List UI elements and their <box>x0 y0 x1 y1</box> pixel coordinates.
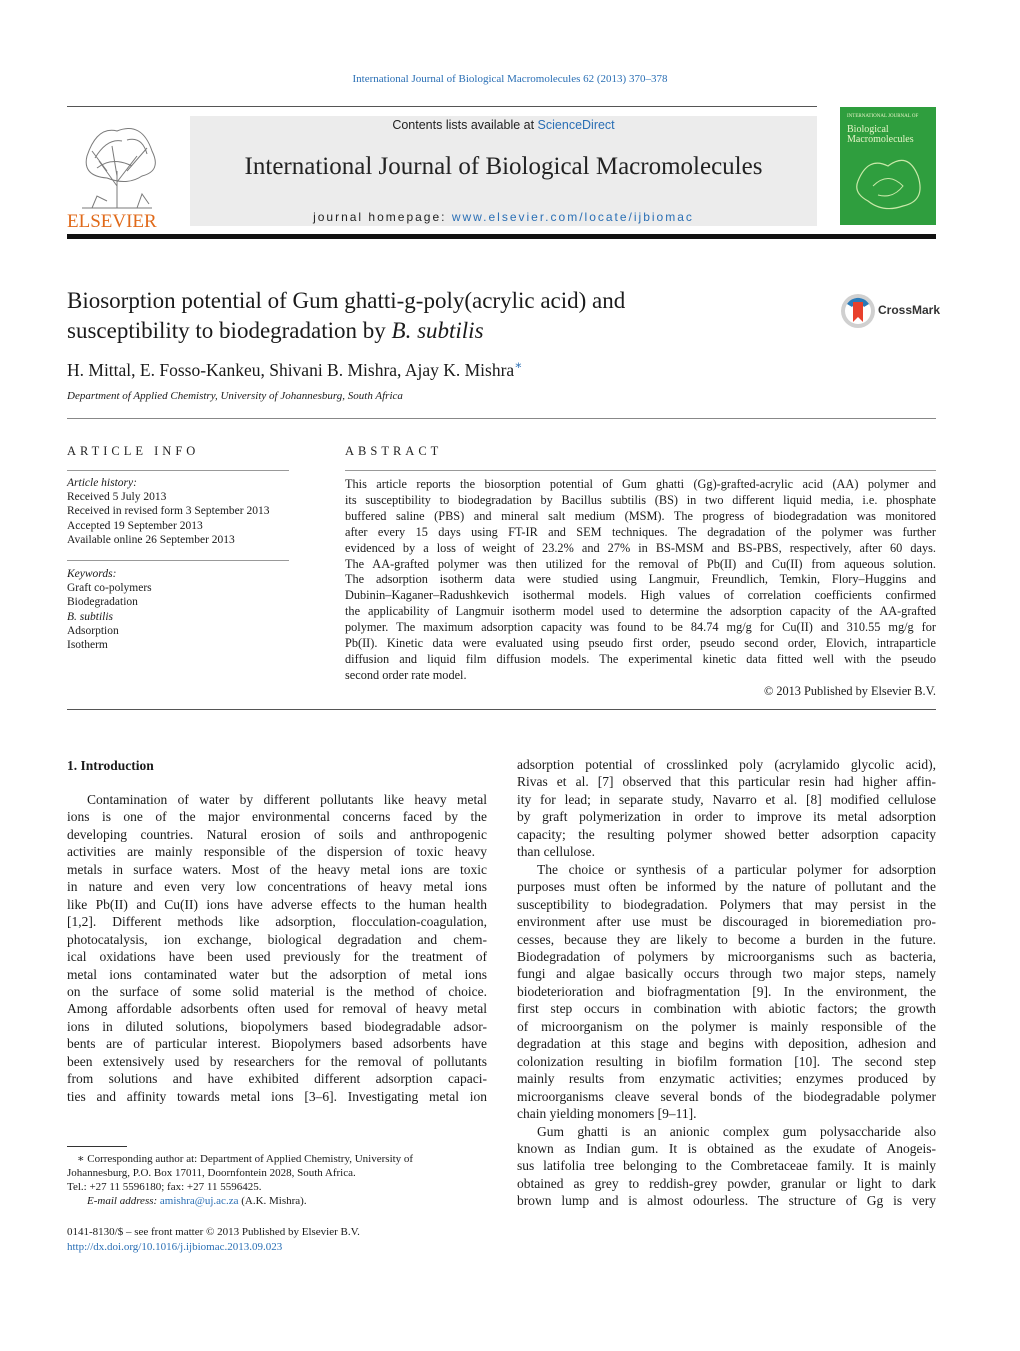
abstract-line: second order rate model. <box>345 667 467 682</box>
author-list: H. Mittal, E. Fosso-Kankeu, Shivani B. Mishra, Ajay K. Mishra∗ <box>67 358 523 380</box>
body-line: developing countries. Natural erosion of soils and anthropogenic <box>67 826 487 842</box>
abstract-line: the applicability of Langmuir isotherm model used to determine the adsorption capacity of the AA-grafted <box>345 604 936 619</box>
divider <box>67 418 936 419</box>
body-line: from solutions and have exhibited different adsorption capaci- <box>67 1071 487 1087</box>
issn-line: 0141-8130/$ – see front matter © 2013 Published by Elsevier B.V. <box>67 1226 360 1238</box>
keyword: Isotherm <box>67 639 108 652</box>
abstract-line: Dubinin–Kaganer–Radushkevich isothermal models. High values of correlation coefficients confirmed <box>345 588 936 603</box>
body-line: The choice or synthesis of a particular polymer for adsorption <box>537 861 936 877</box>
history-item: Received 5 July 2013 <box>67 491 167 504</box>
body-line: Among affordable adsorbents often used for removal of heavy metal <box>67 1001 487 1017</box>
abstract-line: after every 15 days using FT-IR and SEM techniques. The degradation of the polymer was further <box>345 524 936 539</box>
abstract-line: evidenced by a loss of weight of 23.2% and 27% in BS-MSM and BS-PBS, respectively, after 60 days. <box>345 540 936 555</box>
header-thick-rule <box>67 234 936 239</box>
keywords <box>67 567 152 652</box>
elsevier-tree-logo <box>67 116 167 231</box>
journal-homepage <box>190 210 817 224</box>
body-line: adsorption potential of crosslinked poly (acrylamido glycolic acid), <box>517 757 936 772</box>
journal-name: International Journal of Biological Macromolecules <box>244 153 763 180</box>
keyword: Biodegradation <box>67 596 138 609</box>
body-line: bents are of particular interest. Biopolymers based adsorbents have <box>67 1036 487 1052</box>
keywords-label: Keywords: <box>67 568 117 580</box>
corresponding-author-footnote: ∗ Corresponding author at: Department of Applied Chemistry, University of Johannesburg, P.O. Box 17011, Doornfontein 2028, South Africa. Tel.: +27 11 5596180; fax: +27 11 5596425. E-mail address: amishra@uj.ac.za (A.K. Mishra). <box>67 1153 414 1207</box>
body-line: ties and affinity towards metal ions [3–6]. Investigating metal ion <box>67 1088 487 1104</box>
body-line: colonization resulting in biofilm formation [10]. The second step <box>517 1053 936 1069</box>
abstract-heading: ABSTRACT <box>345 444 443 458</box>
body-line: environment after use must be discouraged in bioremediation pro- <box>517 914 936 930</box>
homepage-prefix: journal homepage: <box>313 210 452 224</box>
contents-line <box>190 118 817 132</box>
body-line: degradation at this stage and begins with deposition, adhesion and <box>517 1036 936 1052</box>
sciencedirect-link[interactable]: ScienceDirect <box>537 118 615 132</box>
body-right-column <box>517 756 936 1210</box>
abstract-line: The adsorption isotherm data were studied using Langmuir, Freundlich, Temkin, Flory–Huggins and <box>345 572 936 587</box>
divider <box>67 709 936 710</box>
body-line: capacity; the resulting polymer showed better adsorption capacity <box>517 826 936 842</box>
email-link[interactable]: amishra@uj.ac.za <box>159 1195 239 1207</box>
homepage-link[interactable]: www.elsevier.com/locate/ijbiomac <box>451 210 694 224</box>
abstract-text <box>345 477 936 684</box>
divider <box>67 470 289 471</box>
history-item: Accepted 19 September 2013 <box>67 519 203 532</box>
divider <box>67 560 289 561</box>
history-item: Available online 26 September 2013 <box>67 533 235 546</box>
contents-prefix: Contents lists available at <box>392 118 538 132</box>
body-line: first step occurs in combination with abiotic factors; the growth <box>517 1001 936 1017</box>
body-line: photocatalysis, ion exchange, biological degradation and chem- <box>67 931 487 947</box>
abstract-line: its susceptibility to biodegradation by Bacillus subtilis (BS) in two different liquid media, i.e. phosphate <box>345 492 936 507</box>
history-label: Article history: <box>67 477 137 489</box>
body-line: ions is one of the major environmental concerns faced by the <box>67 809 487 825</box>
abstract-line: polymer. The maximum adsorption capacity was found to be 84.74 mg/g for Cu(II) and 310.55 mg/g for <box>345 620 936 635</box>
svg-text:ELSEVIER: ELSEVIER <box>67 211 157 231</box>
history-item: Received in revised form 3 September 2013 <box>67 505 270 518</box>
body-line: like Pb(II) and Cu(II) ions have adverse effects to the human health <box>67 896 487 912</box>
body-line: sus latifolia tree belonging to the Combretaceae family. It is mainly <box>517 1158 936 1174</box>
affiliation: Department of Applied Chemistry, University of Johannesburg, South Africa <box>67 390 403 402</box>
journal-cover-image[interactable] <box>840 107 936 225</box>
body-line: of microorganism on the polymer is mainly responsible of the <box>517 1018 936 1034</box>
body-line: metal ions contaminated water but the adsorption of metal ions <box>67 966 487 982</box>
abstract-copyright: © 2013 Published by Elsevier B.V. <box>763 684 936 698</box>
body-line: microorganisms cleave several bonds of the biodegradable polymer <box>517 1088 936 1104</box>
body-line: biodeterioration and biofragmentation [9]. In the environment, the <box>517 983 936 999</box>
body-line: ions in diluted solutions, biopolymers based biodegradable adsor- <box>67 1018 487 1034</box>
section-heading-introduction: 1. Introduction <box>67 758 154 773</box>
body-line: obtained as grey to reddish-grey powder, granular or light to dark <box>517 1175 936 1191</box>
body-line: in nature and even very low concentrations of heavy metal ions <box>67 879 487 895</box>
article-history <box>67 476 269 547</box>
body-line: chain yielding monomers [9–11]. <box>517 1106 697 1122</box>
journal-citation[interactable]: International Journal of Biological Macromolecules 62 (2013) 370–378 <box>352 73 668 85</box>
doi-link[interactable]: http://dx.doi.org/10.1016/j.ijbiomac.2013.09.023 <box>67 1241 283 1253</box>
abstract-line: Pb(II). Kinetic data were evaluated using pseudo first order, pseudo second order, Elovich, intraparticle <box>345 636 936 651</box>
body-line: brown lump and is almost odourless. The structure of Gg is very <box>517 1193 936 1209</box>
cover-top-line: INTERNATIONAL JOURNAL OF <box>847 114 919 119</box>
body-line: cesses, because they are likely to become a burden in the future. <box>517 931 936 947</box>
body-line: susceptibility to biodegradation. Polymers that may persist in the <box>517 896 936 912</box>
keyword: Adsorption <box>67 624 119 637</box>
body-line: ity for lead; in separate study, Navarro et al. [8] modified cellulose <box>517 791 936 807</box>
body-line: Gum ghatti is an anionic complex gum polysaccharide also <box>537 1123 936 1139</box>
body-line: Rivas et al. [7] observed that this particular resin had higher affin- <box>517 774 936 790</box>
body-line: ical oxidations have been used previously for the treatment of <box>67 949 487 965</box>
keyword: Graft co-polymers <box>67 582 152 595</box>
body-line: on the surface of some solid material is the method of choice. <box>67 983 487 999</box>
body-line: metals in surface waters. Most of the heavy metal ions are toxic <box>67 861 487 877</box>
abstract-line: diffusion and liquid film diffusion models. The experimental kinetic data fitted well with the pseudo <box>345 651 936 666</box>
body-line: purposes must often be informed by the nature of pollutant and the <box>517 879 936 895</box>
body-line: Contamination of water by different pollutants like heavy metal <box>87 792 487 807</box>
body-line: known as Indian gum. It is obtained as the exudate of Anogeis- <box>517 1140 936 1156</box>
cover-illustration <box>848 151 928 215</box>
divider <box>345 470 936 471</box>
body-line: Biodegradation of polymers by microorganisms such as bacteria, <box>517 948 936 964</box>
body-line: than cellulose. <box>517 844 595 860</box>
abstract-line: This article reports the biosorption potential of Gum ghatti (Gg)-grafted-acrylic acid (AA) polymer and <box>345 477 936 491</box>
footnote-rule <box>67 1146 127 1147</box>
body-line: been extensively used by researchers for the removal of pollutants <box>67 1053 487 1069</box>
abstract-line: buffered saline (PBS) and mineral salt medium (MSM). The progress of biodegradation was monitored <box>345 508 936 523</box>
article-title: Biosorption potential of Gum ghatti-g-poly(acrylic acid) and susceptibility to biodegradation by B. subtilis <box>67 288 626 343</box>
body-line: mainly results from enzymatic activities; enzymes produced by <box>517 1071 936 1087</box>
abstract-line: The AA-grafted polymer was then utilized for the removal of Pb(II) and Cu(II) from aqueous solution. <box>345 556 936 571</box>
article-info-heading: ARTICLE INFO <box>67 444 200 458</box>
body-line: by graft polymerization in order to improve its metal adsorption <box>517 809 936 825</box>
cover-title: Biological Macromolecules <box>847 124 914 145</box>
keyword: B. subtilis <box>67 610 114 623</box>
body-left-column <box>67 791 487 1105</box>
header-rule <box>67 106 817 107</box>
crossmark-label[interactable]: CrossMark <box>878 303 941 317</box>
body-line: [1,2]. Different methods like adsorption, flocculation-coagulation, <box>67 914 487 930</box>
body-line: activities are mainly responsible of the dispersion of toxic heavy <box>67 844 487 860</box>
corresponding-author-mark[interactable]: ∗ <box>514 358 523 372</box>
body-line: fungi and algae basically occurs through two major steps, namely <box>517 966 936 982</box>
